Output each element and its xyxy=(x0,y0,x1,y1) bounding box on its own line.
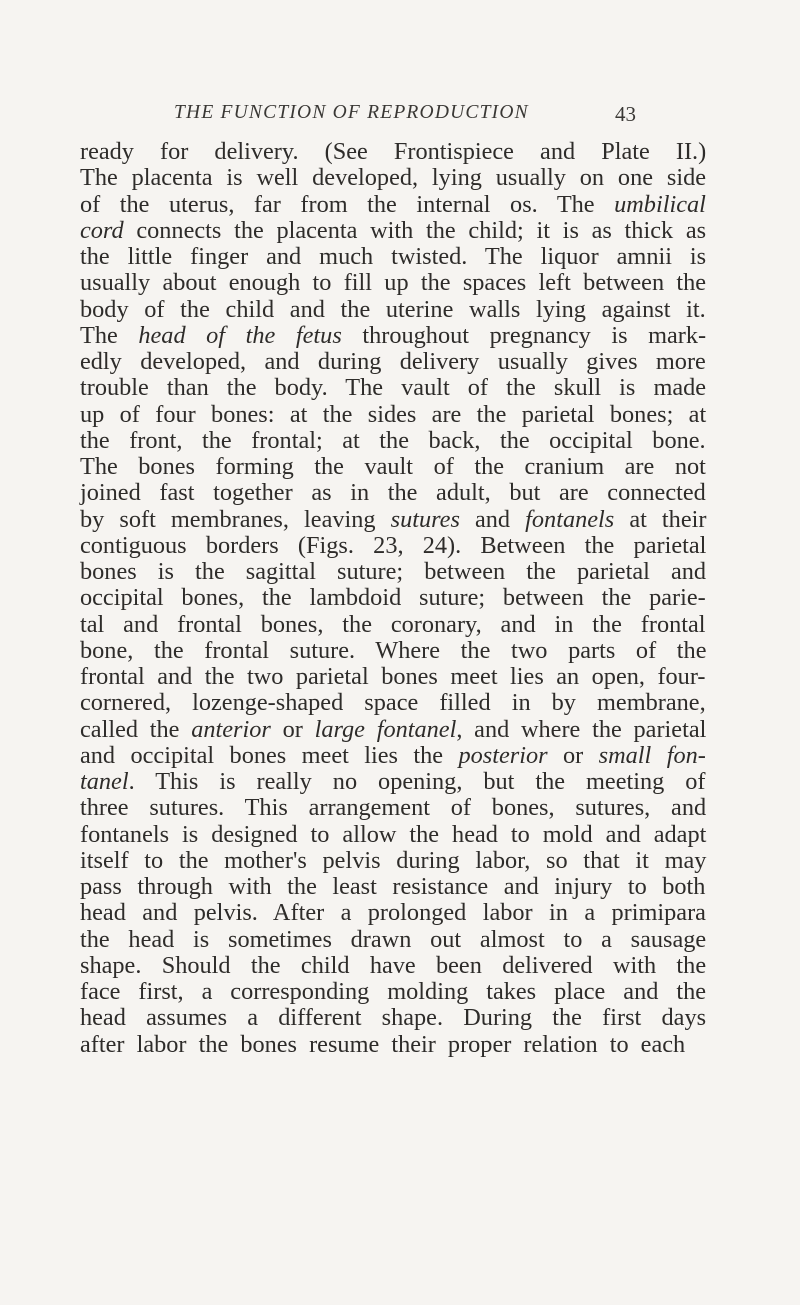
text-line xyxy=(80,560,706,584)
text-run: head and pelvis. After a prolonged labor in a primipara xyxy=(80,899,706,927)
text-line xyxy=(80,665,706,689)
text-line xyxy=(80,796,706,820)
text-line xyxy=(80,741,706,769)
text-run: usually about enough to fill up the spaces left between the xyxy=(80,269,707,297)
text-line xyxy=(80,610,706,638)
text-run: or xyxy=(270,715,315,743)
text-run: of the uterus, far from the internal os. The xyxy=(80,190,615,218)
text-run: and occipital bones meet lies the xyxy=(80,741,459,769)
text-line xyxy=(80,455,706,479)
text-line xyxy=(80,770,706,794)
text-run: The placenta is well developed, lying usually on one side xyxy=(80,164,707,192)
text-run: . This is really no opening, but the meeting of xyxy=(128,768,706,795)
text-run: throughout pregnancy is mark- xyxy=(341,321,707,349)
text-run: body of the child and the uterine walls lying against it. xyxy=(80,295,706,323)
text-line xyxy=(80,481,706,505)
text-line xyxy=(80,271,706,295)
italic-term: anterior xyxy=(191,715,271,743)
italic-term: cord xyxy=(80,216,124,244)
italic-term: umbilical xyxy=(614,190,706,218)
text-run: shape. Should the child have been delivered with the xyxy=(80,951,707,979)
italic-term: tanel xyxy=(80,768,129,795)
text-line xyxy=(80,691,706,715)
text-run: the head is sometimes drawn out almost to a sausage xyxy=(80,925,707,953)
text-line xyxy=(80,505,707,533)
text-line xyxy=(80,216,707,244)
running-head: THE FUNCTION OF REPRODUCTION xyxy=(174,102,529,123)
text-run: The xyxy=(80,321,139,349)
text-line xyxy=(80,980,706,1004)
text-line xyxy=(80,636,707,664)
text-run: up of four bones: at the sides are the parietal bones; at xyxy=(80,400,707,428)
text-line xyxy=(80,245,706,269)
text-run: connects the placenta with the child; it is as thick as xyxy=(123,216,707,244)
text-run: or xyxy=(547,741,599,769)
text-run: tal and frontal bones, the coronary, and in the frontal xyxy=(80,610,706,638)
text-run: by soft membranes, leaving xyxy=(80,505,391,533)
text-line xyxy=(80,531,707,559)
text-line xyxy=(80,875,705,899)
text-run: after labor the bones resume their proper relation to each xyxy=(80,1030,686,1058)
text-line xyxy=(80,295,706,323)
text-run: The bones forming the vault of the cranium are not xyxy=(80,453,706,480)
text-run: contiguous borders (Figs. 23, 24). Between the parietal xyxy=(80,531,707,559)
text-run: head assumes a different shape. During the first days xyxy=(80,1004,707,1032)
text-run: bone, the frontal suture. Where the two parts of the xyxy=(80,636,707,664)
text-run: the front, the frontal; at the back, the occipital bone. xyxy=(80,426,706,454)
text-run: bones is the sagittal suture; between the parietal and xyxy=(80,558,707,585)
text-line xyxy=(80,1006,706,1030)
text-line xyxy=(80,951,707,979)
text-run: trouble than the body. The vault of the skull is made xyxy=(80,374,707,402)
text-run: edly developed, and during delivery usually gives more xyxy=(80,348,706,375)
text-run: and xyxy=(459,505,526,533)
text-line xyxy=(80,400,707,428)
italic-term: small fon- xyxy=(598,741,706,769)
text-run: ready for delivery. (See Frontispiece and Plate II.) xyxy=(80,138,707,165)
italic-term: sutures xyxy=(390,505,460,533)
text-line xyxy=(80,426,706,454)
text-run: face first, a corresponding molding takes place and the xyxy=(80,978,707,1005)
text-run: fontanels is designed to allow the head to mold and adapt xyxy=(80,820,707,848)
text-line xyxy=(80,846,707,874)
text-run: frontal and the two parietal bones meet lies an open, four- xyxy=(80,663,706,690)
text-run: , and where the parietal xyxy=(456,715,707,743)
text-run: at their xyxy=(614,505,707,533)
text-line xyxy=(80,350,706,374)
text-run: joined fast together as in the adult, but are connected xyxy=(80,479,706,507)
text-line xyxy=(80,140,706,164)
text-run: three sutures. This arrangement of bones, sutures, and xyxy=(80,794,707,822)
text-run: cornered, lozenge-shaped space filled in by membrane, xyxy=(80,689,706,717)
text-run: the little finger and much twisted. The liquor amnii is xyxy=(80,243,707,270)
text-line xyxy=(80,190,706,218)
page-header xyxy=(0,76,800,126)
text-line xyxy=(80,1030,686,1058)
text-line xyxy=(80,376,706,400)
text-line xyxy=(80,901,706,925)
text-run: called the xyxy=(80,715,192,743)
text-run: itself to the mother's pelvis during labor, so that it may xyxy=(80,846,707,874)
italic-term: posterior xyxy=(458,741,548,769)
text-run: pass through with the least resistance and injury to both xyxy=(80,873,706,900)
text-line xyxy=(80,820,707,848)
text-line xyxy=(80,166,706,190)
page-number: 43 xyxy=(615,102,636,126)
italic-term: head of the fetus xyxy=(138,321,342,349)
text-line xyxy=(80,925,707,953)
text-line xyxy=(80,715,707,743)
italic-term: large fontanel xyxy=(314,715,457,743)
text-line xyxy=(80,321,707,349)
text-run: occipital bones, the lambdoid suture; between the parie- xyxy=(80,584,706,612)
italic-term: fontanels xyxy=(525,505,615,533)
text-line xyxy=(80,586,706,610)
